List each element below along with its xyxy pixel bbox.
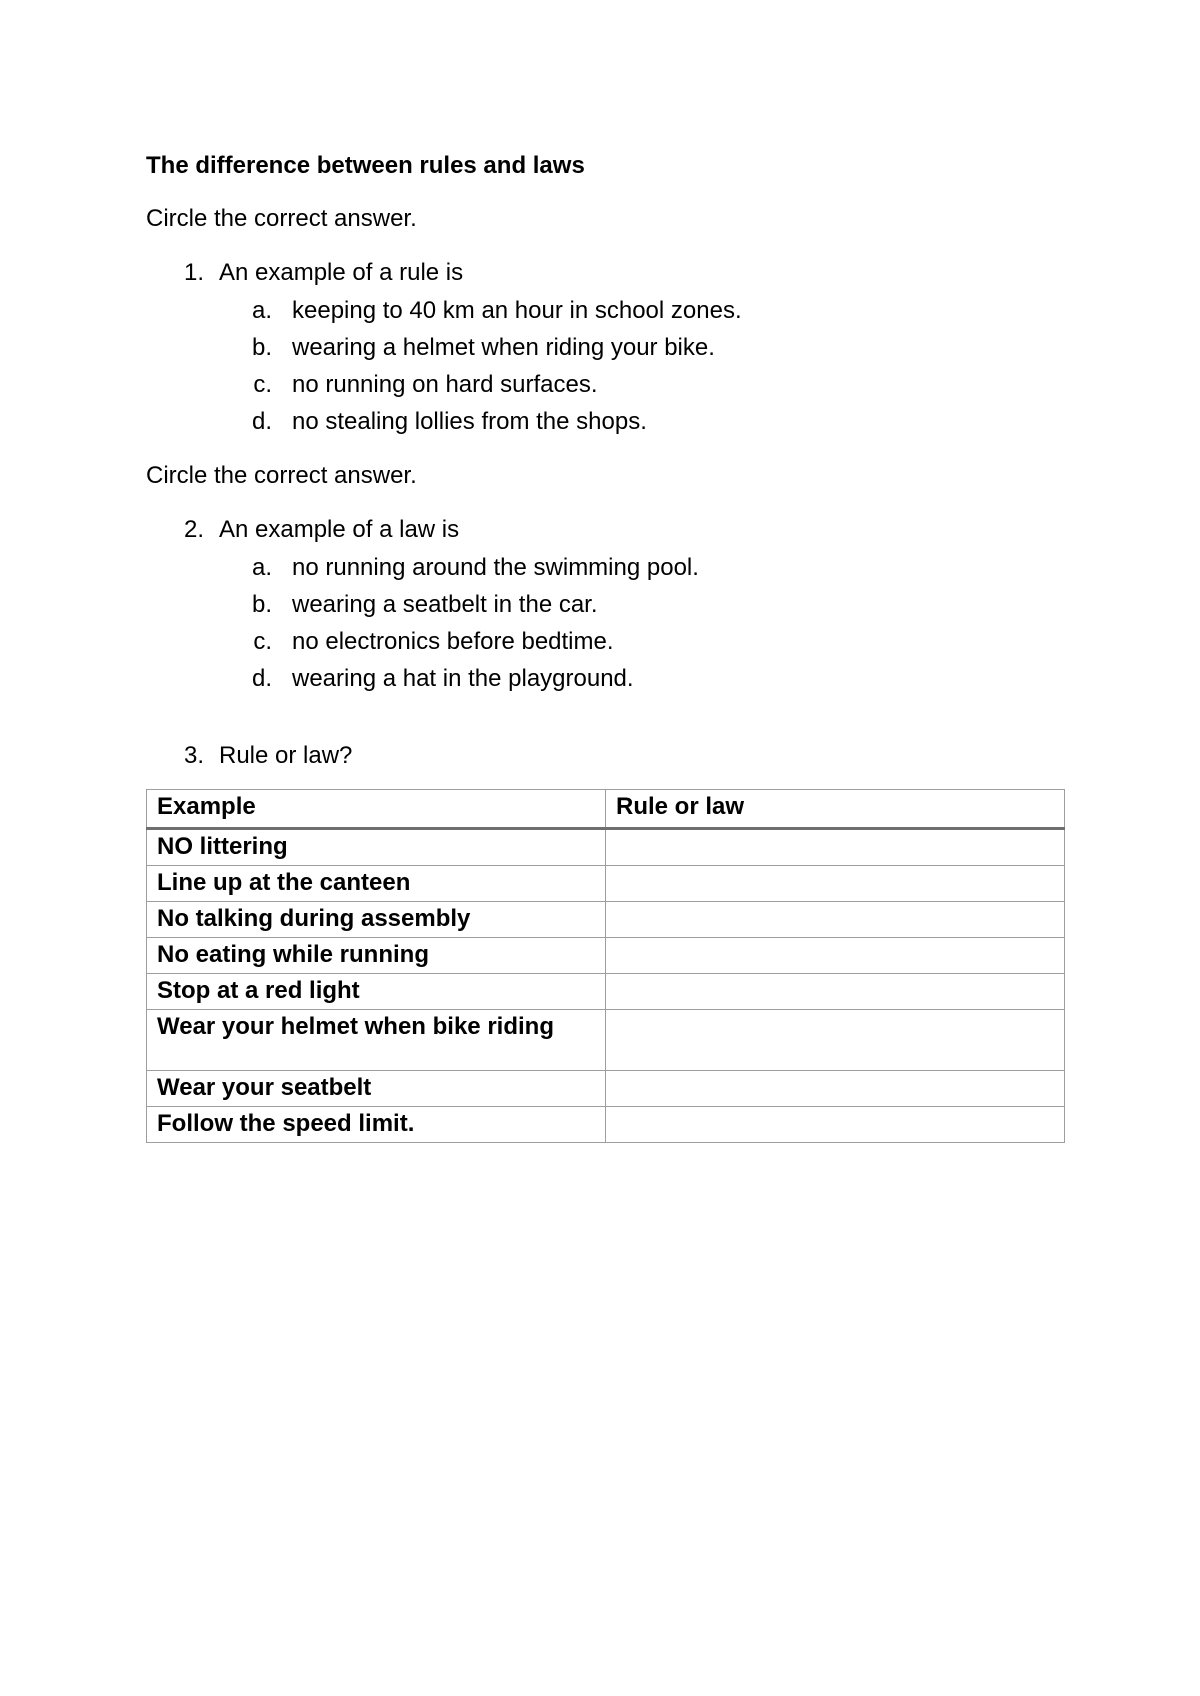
table-row — [147, 902, 1065, 938]
q2-option-a[interactable]: no running around the swimming pool. — [292, 554, 699, 581]
q2-option-letter: a. — [251, 554, 272, 581]
table-row — [147, 974, 1065, 1010]
q2-option-letter: b. — [251, 591, 272, 618]
q2-option-b[interactable]: wearing a seatbelt in the car. — [292, 591, 598, 618]
q1-option-letter: d. — [251, 408, 272, 435]
answer-cell[interactable] — [606, 1010, 1065, 1071]
q2-number: 2. — [183, 516, 204, 543]
q2-option-letter: d. — [251, 665, 272, 692]
table-row — [147, 1071, 1065, 1107]
answer-cell[interactable] — [606, 938, 1065, 974]
q1-option-b[interactable]: wearing a helmet when riding your bike. — [292, 334, 715, 361]
table-row — [147, 1107, 1065, 1143]
q1-number: 1. — [183, 259, 204, 286]
table-row — [147, 829, 1065, 866]
answer-cell[interactable] — [606, 866, 1065, 902]
q2-option-c[interactable]: no electronics before bedtime. — [292, 628, 614, 655]
answer-cell[interactable] — [606, 974, 1065, 1010]
q3-prompt: Rule or law? — [219, 742, 353, 769]
q1-option-letter: b. — [251, 334, 272, 361]
q1-option-d[interactable]: no stealing lollies from the shops. — [292, 408, 647, 435]
q2-instruction: Circle the correct answer. — [146, 462, 417, 489]
table-row — [147, 1010, 1065, 1071]
answer-cell[interactable] — [606, 1071, 1065, 1107]
q2-prompt: An example of a law is — [219, 516, 460, 543]
q2-option-d[interactable]: wearing a hat in the playground. — [292, 665, 634, 692]
q2-option-letter: c. — [253, 628, 272, 655]
answer-cell[interactable] — [606, 1107, 1065, 1143]
answer-cell[interactable] — [606, 829, 1065, 866]
q3-number: 3. — [183, 742, 204, 769]
table-header-row — [147, 790, 1065, 829]
example-cell: No talking during assembly — [147, 902, 606, 938]
q1-option-c[interactable]: no running on hard surfaces. — [292, 371, 598, 398]
example-cell: Follow the speed limit. — [147, 1107, 606, 1143]
example-cell: Wear your seatbelt — [147, 1071, 606, 1107]
example-cell: Line up at the canteen — [147, 866, 606, 902]
q1-option-letter: a. — [251, 297, 272, 324]
table-row — [147, 866, 1065, 902]
column-header-example: Example — [147, 790, 606, 829]
example-cell: Wear your helmet when bike riding — [147, 1010, 606, 1071]
q1-option-letter: c. — [253, 371, 272, 398]
page-title: The difference between rules and laws — [146, 152, 585, 179]
rule-or-law-table — [146, 789, 1065, 1143]
column-header-rule-or-law: Rule or law — [606, 790, 1065, 829]
answer-cell[interactable] — [606, 902, 1065, 938]
example-cell: Stop at a red light — [147, 974, 606, 1010]
q1-option-a[interactable]: keeping to 40 km an hour in school zones. — [292, 297, 742, 324]
q1-instruction: Circle the correct answer. — [146, 205, 417, 232]
example-cell: NO littering — [147, 829, 606, 866]
q1-prompt: An example of a rule is — [219, 259, 464, 286]
example-cell: No eating while running — [147, 938, 606, 974]
table-row — [147, 938, 1065, 974]
